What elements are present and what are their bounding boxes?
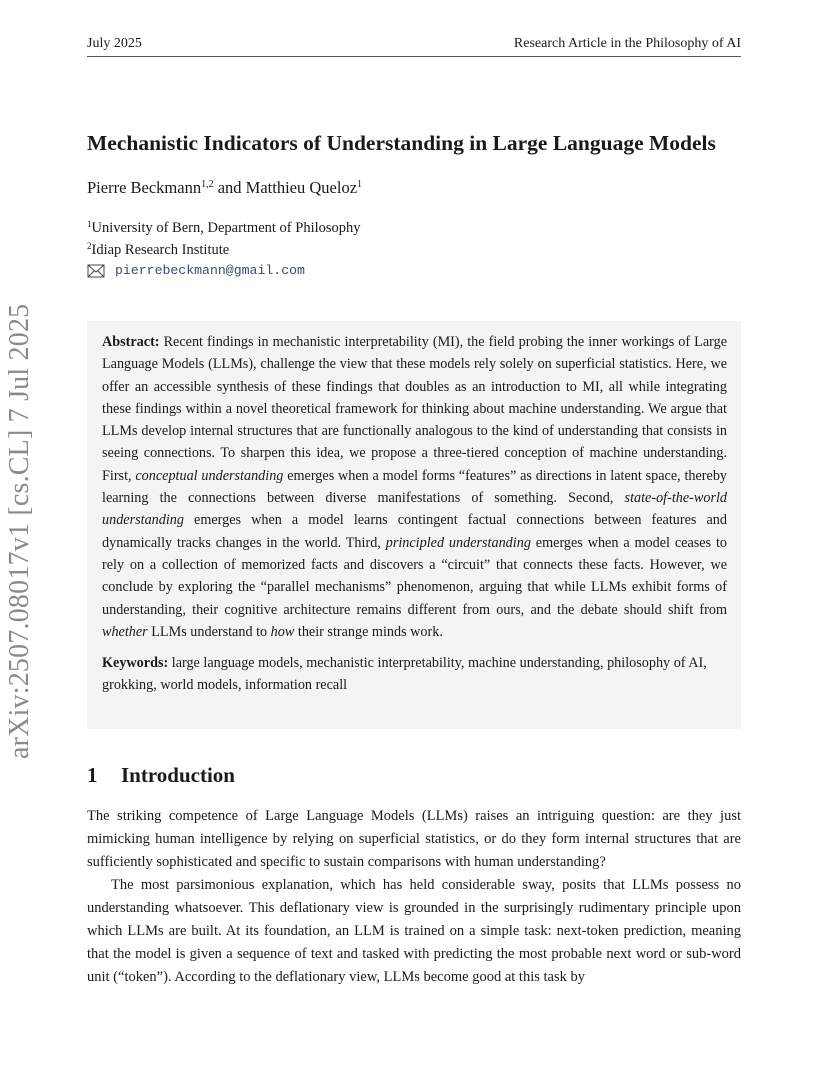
abstract-text: emerges when a model learns contingent factual connections between features and dynamically tracks changes in the world. Third, bbox=[102, 512, 727, 551]
affiliation-text: Idiap Research Institute bbox=[91, 242, 230, 258]
abstract-emphasis: state-of-the-world understanding bbox=[102, 490, 727, 529]
affiliation-mark: 2 bbox=[87, 241, 92, 251]
abstract-emphasis: principled understanding bbox=[385, 534, 531, 551]
envelope-icon bbox=[87, 264, 105, 278]
abstract-text: emerges when a model ceases to rely on a collection of memorized facts and discovers a “circuit” that connects these facts. However, we conclude by exploring the “parallel mechanisms” phenomenon, arguing that while LLMs exhibit forms of understanding, their cognitive architecture remains different from ours, and the debate should shift from bbox=[102, 534, 728, 618]
author-name: Pierre Beckmann bbox=[87, 178, 202, 197]
body-text bbox=[87, 805, 741, 988]
abstract-box bbox=[87, 321, 741, 729]
abstract-emphasis: whether bbox=[102, 623, 148, 640]
contact-email-row bbox=[87, 263, 305, 278]
abstract-text: Recent findings in mechanistic interpretability (MI), the field probing the inner workings of Large Language Models (LLMs), challenge the view that these models rely solely on superficial statistics. Here, we offer an accessible synthesis of these findings that doubles as an introduction to MI, all while integrating these findings within a novel theoretical framework for thinking about machine understanding. We argue that LLMs develop internal structures that are functionally analogous to the kind of understanding that consists in seeing connections. To sharpen this idea, we propose a three-tiered conception of machine understanding. First, bbox=[102, 334, 727, 484]
abstract-text: emerges when a model forms “features” as directions in latent space, thereby learning the connections between diverse manifestations of something. Second, bbox=[102, 467, 728, 507]
author-line bbox=[87, 178, 362, 198]
abstract-paragraph bbox=[102, 331, 727, 643]
header-category: Research Article in the Philosophy of AI bbox=[513, 36, 741, 51]
section-title: Introduction bbox=[121, 763, 235, 787]
body-paragraph: The most parsimonious explanation, which has held considerable sway, posits that LLMs possess no understanding whatsoever. This deflationary view is grounded in the surprisingly rudimentary principle upon which LLMs are built. At its foundation, an LLM is trained on a simple task: next-token prediction, meaning that the model is given a sequence of text and tasked with predicting the most probable next word or sub-word unit (“token”). According to the deflationary view, LLMs become good at this task by bbox=[87, 877, 741, 985]
abstract-emphasis: how bbox=[270, 623, 295, 640]
keywords-text: large language models, mechanistic interpretability, machine understanding, philosophy of AI, grokking, world models, information recall bbox=[102, 655, 707, 694]
keywords-paragraph bbox=[102, 652, 727, 697]
affiliation-1 bbox=[87, 220, 361, 237]
body-paragraph: The striking competence of Large Language Models (LLMs) raises an intriguing question: are they just mimicking human intelligence by relying on superficial statistics, or do they form internal structures that are sufficiently sophisticated and specific to sustain comparisons with human understanding? bbox=[87, 808, 741, 870]
header-date: July 2025 bbox=[87, 36, 142, 51]
affiliation-text: University of Bern, Department of Philosophy bbox=[91, 220, 361, 236]
author-name: Matthieu Queloz bbox=[245, 178, 358, 197]
section-heading bbox=[87, 763, 235, 788]
abstract-text: their strange minds work. bbox=[294, 623, 443, 640]
affiliation-marker: 1,2 bbox=[201, 179, 214, 190]
abstract-text: LLMs understand to bbox=[147, 623, 271, 640]
abstract-emphasis: conceptual understanding bbox=[135, 467, 284, 484]
section-number: 1 bbox=[87, 763, 98, 787]
keywords-label: Keywords: bbox=[102, 655, 169, 672]
email-link[interactable]: pierrebeckmann@gmail.com bbox=[115, 263, 305, 278]
affiliation-marker: 1 bbox=[357, 179, 363, 190]
arxiv-sidebar-id: arXiv:2507.08017v1 [cs.CL] 7 Jul 2025 bbox=[4, 303, 35, 759]
affiliation-mark: 1 bbox=[87, 219, 92, 229]
abstract-label: Abstract: bbox=[102, 334, 160, 350]
paper-title: Mechanistic Indicators of Understanding in Large Language Models bbox=[87, 131, 716, 155]
affiliation-2 bbox=[87, 242, 229, 259]
running-header bbox=[87, 36, 741, 57]
author-connector: and bbox=[213, 178, 246, 197]
